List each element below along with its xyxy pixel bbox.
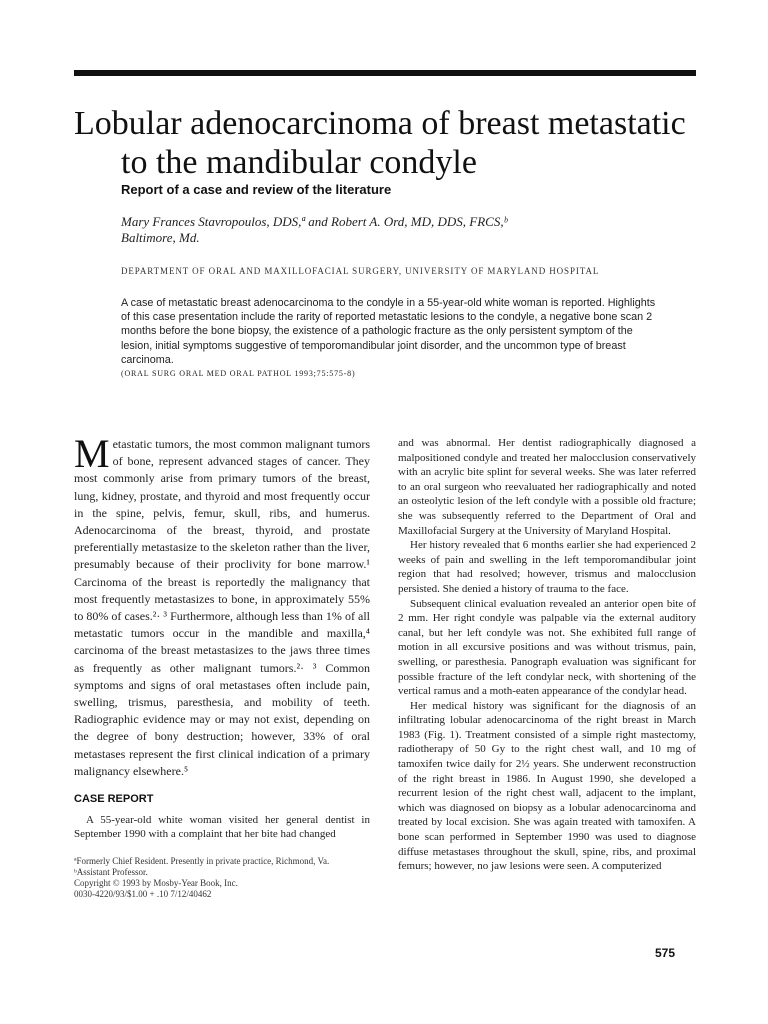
right-column: [398, 436, 696, 874]
case-report-heading: CASE REPORT: [74, 793, 154, 806]
intro-text: etastatic tumors, the most common malignant tumors of bone, represent advanced stages of cancer. They most commonly arise from primary tumors of the breast, lung, kidney, prostate, and thyroid and most frequently occur in the spine, pelvis, femur, skull, ribs, and humerus. Adenocarcinoma of the breast, thyroid, and prostate preferentially metastasize to the skeleton rather than the liver, presumably because of their proclivity for bone marrow.¹ Carcinoma of the breast is reportedly the malignancy that most frequently metastasizes to bone, in approximately 55% to 80% of cases.²· ³ Furthermore, although less than 1% of all metastatic tumors occur in the mandible and maxilla,⁴ carcinoma of the breast metastasizes to the jaws three times as frequently as other malignant tumors.²· ³ Common symptoms and signs of oral metastases often include pain, swelling, trismus, paresthesia, and mobility of teeth. Radiographic evidence may or may not exist, depending on the degree of bony destruction; however, 33% of oral metastases represent the first clinical indication of a primary malignancy elsewhere.⁵: [74, 437, 370, 778]
right-paragraph-2: Her history revealed that 6 months earlier she had experienced 2 weeks of pain and swelling in the left temporomandibular joint region that had resolved; however, trismus and malocclusion persisted. She denied a history of trauma to the face.: [398, 539, 696, 595]
right-paragraph-4: Her medical history was significant for the diagnosis of an infiltrating lobular adenocarcinoma of the right breast in March 1983 (Fig. 1). Treatment consisted of a simple right mastectomy, radiotherapy of 50 Gy to the right chest wall, and 10 mg of tamoxifen twice daily for 2½ years. She underwent reconstruction of the right breast in 1986. In August 1990, she developed a recurrent lesion of the right chest wall, adjacent to the implant, which was diagnosed on biopsy as a lobular adenocarcinoma and treated by local excision. She was again treated with tamoxifen. A bone scan performed in September 1990 was used to diagnose diffuse metastases throughout the skull, spine, ribs, and proximal femurs; however, no jaw lesions were seen. A computerized: [398, 699, 696, 873]
footnote-b: ᵇAssistant Professor.: [74, 866, 148, 877]
intro-paragraph: [74, 431, 370, 780]
issn-line: 0030-4220/93/$1.00 + .10 7/12/40462: [74, 888, 212, 899]
case-report-paragraph: A 55-year-old white woman visited her general dentist in September 1990 with a complaint that her bite had changed: [74, 813, 370, 841]
page-number: 575: [655, 946, 676, 960]
copyright-line: Copyright © 1993 by Mosby-Year Book, Inc.: [74, 877, 238, 888]
title-line-2: to the mandibular condyle: [121, 144, 477, 181]
author-names: Mary Frances Stavropoulos, DDS,ª and Robert A. Ord, MD, DDS, FRCS,ᵇ: [121, 214, 508, 229]
author-location: Baltimore, Md.: [121, 230, 200, 245]
footnotes: [74, 856, 370, 900]
article-title: [74, 104, 714, 182]
right-paragraph-3: Subsequent clinical evaluation revealed an anterior open bite of 2 mm. Her right condyle was palpable via the external auditory canal, but her left condyle was not. She exhibited full range of motion in all excursive positions and was without trismus, pain, swelling, or paresthesia. Panograph evaluation was significant for possible fracture of the left condylar neck, with shortening of the vertical ramus and a moth-eaten appearance of the condylar head.: [398, 597, 696, 698]
department-affiliation: DEPARTMENT OF ORAL AND MAXILLOFACIAL SURGERY, UNIVERSITY OF MARYLAND HOSPITAL: [121, 266, 600, 276]
right-paragraph-1: and was abnormal. Her dentist radiographically diagnosed a malpositioned condyle and treated her malocclusion conservatively with an acrylic bite splint for several weeks. She was later referred to an oral surgeon who reevaluated her radiographically and noted an osteolytic lesion of the left condyle with a possible old fracture; she was subsequently referred to the Department of Oral and Maxillofacial Surgery at the University of Maryland Hospital.: [398, 437, 696, 537]
header-rule: [74, 70, 696, 76]
drop-cap: M: [74, 431, 110, 476]
abstract: [121, 296, 661, 381]
article-subtitle: Report of a case and review of the literature: [121, 182, 392, 197]
footnote-a: ªFormerly Chief Resident. Presently in private practice, Richmond, Va.: [74, 855, 330, 866]
left-column: [74, 431, 370, 900]
authors-block: [121, 214, 681, 246]
journal-citation: (ORAL SURG ORAL MED ORAL PATHOL 1993;75:575-8): [121, 369, 356, 379]
abstract-text: A case of metastatic breast adenocarcinoma to the condyle in a 55-year-old white woman is reported. Highlights of this case presentation include the rarity of reported metastatic lesions to the condyle, a negative bone scan 2 months before the bone biopsy, the existence of a pathologic fracture as the only persistent symptom of the lesion, initial symptoms suggestive of temporomandibular joint disorder, and the uncommon type of breast carcinoma.: [121, 297, 656, 366]
title-line-1: Lobular adenocarcinoma of breast metastatic: [74, 105, 686, 142]
